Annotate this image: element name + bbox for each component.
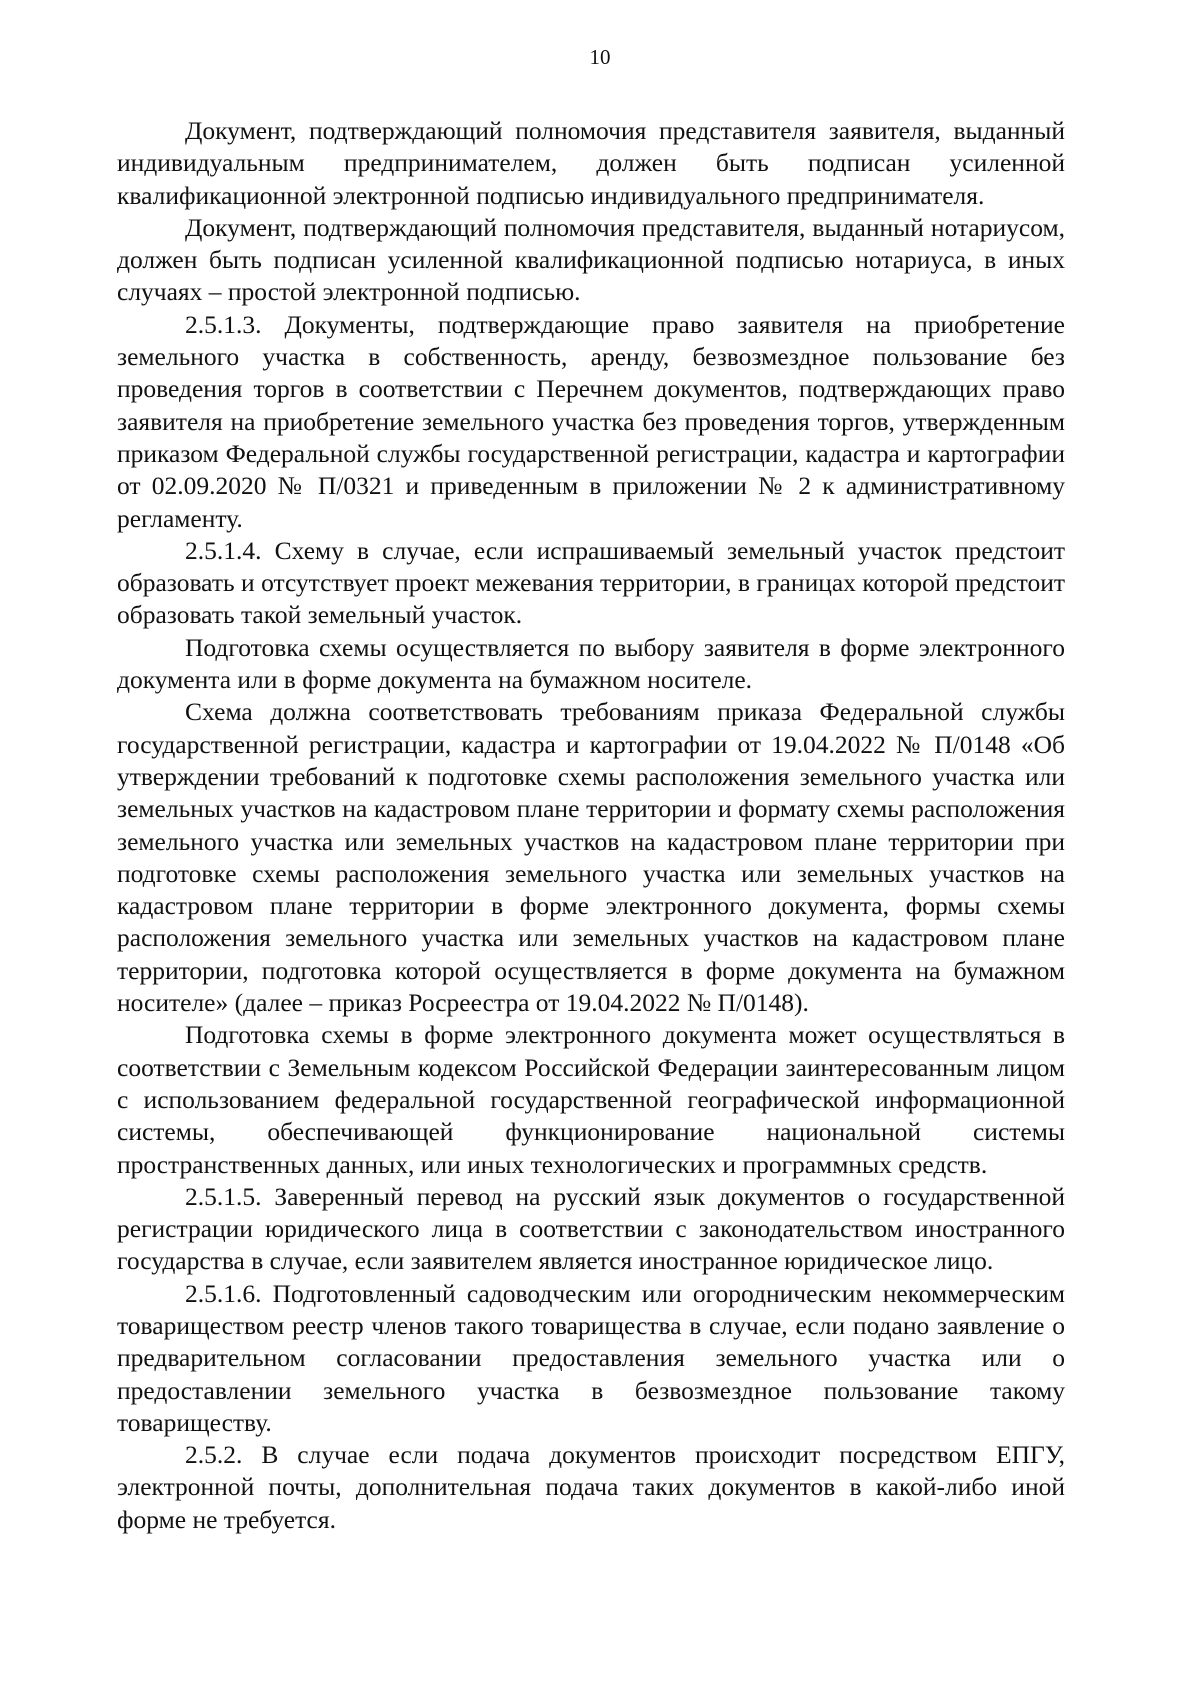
paragraph-2-5-1-5: 2.5.1.5. Заверенный перевод на русский язык документов о государственной регистрации юридического лица в соответствии с законодательством иностранного государства в случае, если заявителем является иностранное юридическое лицо. xyxy=(117,1181,1065,1276)
paragraph-scheme-preparation: Подготовка схемы осуществляется по выбору заявителя в форме электронного документа или в форме документа на бумажном носителе. xyxy=(117,632,1065,695)
paragraph-scheme-electronic: Подготовка схемы в форме электронного документа может осуществляться в соответствии с Земельным кодексом Российской Федерации заинтересованным лицом с использованием федеральной государственной географической информационной системы, обеспечивающей функционирование национальной системы пространственных данных, или иных технологических и программных средств. xyxy=(117,1020,1065,1179)
document-body xyxy=(117,115,1065,1536)
paragraph-2-5-1-4: 2.5.1.4. Схему в случае, если испрашиваемый земельный участок предстоит образовать и отсутствует проект межевания территории, в границах которой предстоит образовать такой земельный участок. xyxy=(117,535,1065,630)
paragraph-representative-notary: Документ, подтверждающий полномочия представителя, выданный нотариусом, должен быть подписан усиленной квалификационной подписью нотариуса, в иных случаях – простой электронной подписью. xyxy=(117,212,1065,307)
paragraph-scheme-requirements: Схема должна соответствовать требованиям приказа Федеральной службы государственной регистрации, кадастра и картографии от 19.04.2022 № П/0148 «Об утверждении требований к подготовке схемы расположения земельного участка или земельных участков на кадастровом плане территории и формату схемы расположения земельного участка или земельных участков на кадастровом плане территории при подготовке схемы расположения земельного участка или земельных участков на кадастровом плане территории в форме электронного документа, формы схемы расположения земельного участка или земельных участков на кадастровом плане территории, подготовка которой осуществляется в форме документа на бумажном носителе» (далее – приказ Росреестра от 19.04.2022 № П/0148). xyxy=(117,697,1065,1018)
paragraph-representative-ip: Документ, подтверждающий полномочия представителя заявителя, выданный индивидуальным предпринимателем, должен быть подписан усиленной квалификационной электронной подписью индивидуального предпринимателя. xyxy=(117,116,1065,210)
page-number: 10 xyxy=(589,45,611,69)
paragraph-2-5-1-6: 2.5.1.6. Подготовленный садоводческим или огородническим некоммерческим товариществом реестр членов такого товарищества в случае, если подано заявление о предварительном согласовании предоставления земельного участка или о предоставлении земельного участка в безвозмездное пользование такому товариществу. xyxy=(117,1278,1065,1437)
paragraph-2-5-1-3: 2.5.1.3. Документы, подтверждающие право заявителя на приобретение земельного участка в собственность, аренду, безвозмездное пользование без проведения торгов в соответствии с Перечнем документов, подтверждающих право заявителя на приобретение земельного участка без проведения торгов, утвержденным приказом Федеральной службы государственной регистрации, кадастра и картографии от 02.09.2020 № П/0321 и приведенным в приложении № 2 к административному регламенту. xyxy=(117,309,1065,533)
paragraph-2-5-2: 2.5.2. В случае если подача документов происходит посредством ЕПГУ, электронной почты, дополнительная подача таких документов в какой-либо иной форме не требуется. xyxy=(117,1440,1065,1534)
